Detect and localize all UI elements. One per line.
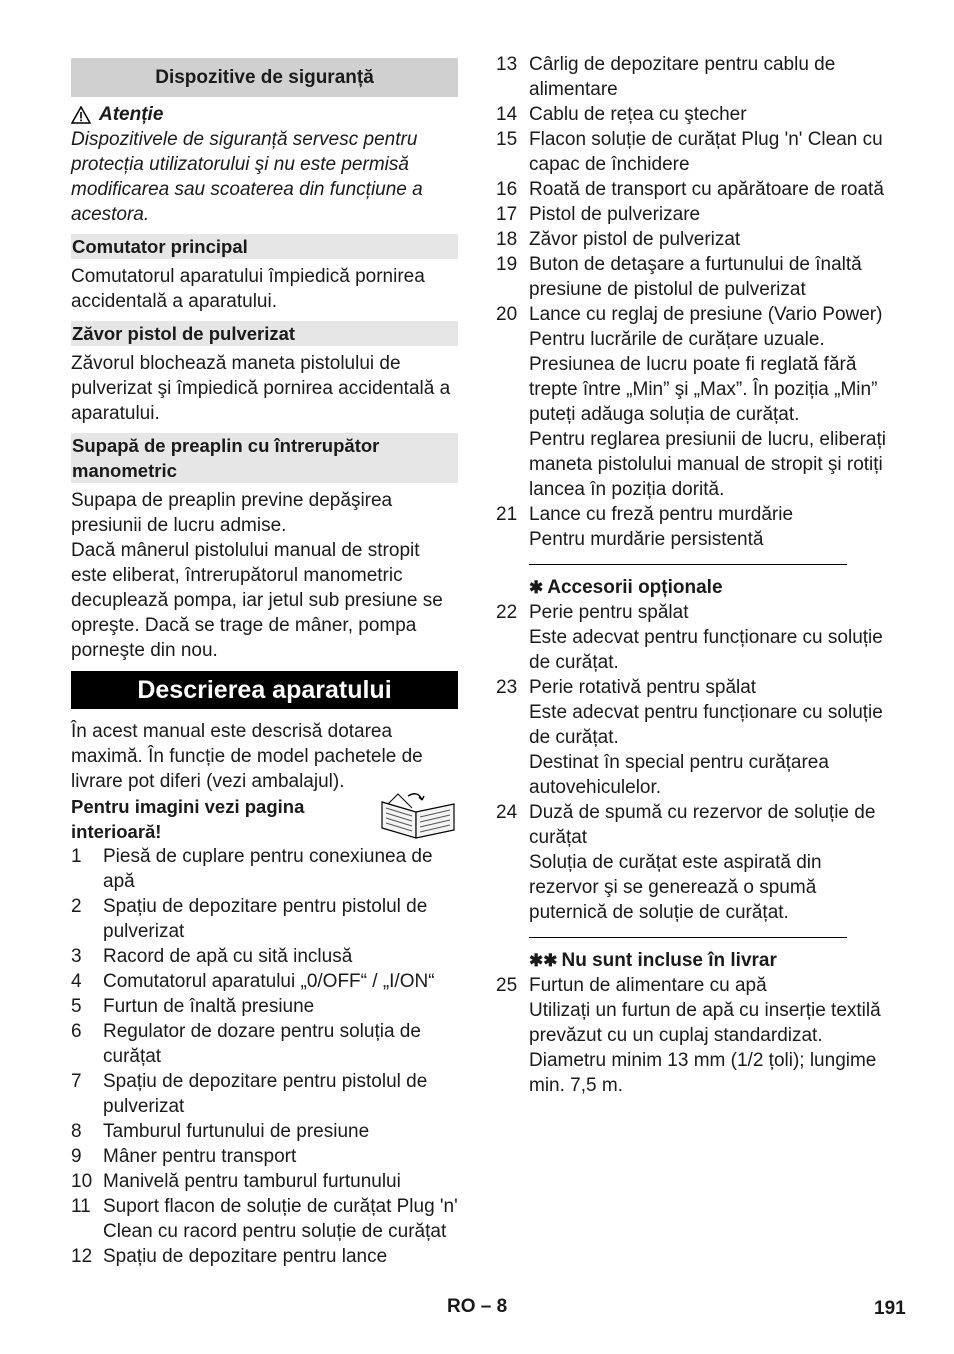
optional-accessories-list	[496, 600, 888, 925]
warning-title: Atenție	[99, 104, 164, 125]
list-item: 20 Lance cu reglaj de presiune (Vario Power)	[496, 304, 883, 325]
warning-triangle-icon	[71, 106, 91, 124]
list-item: 17 Pistol de pulverizare	[496, 204, 701, 225]
right-column	[496, 52, 888, 1098]
optional-accessories-title: Accesorii opționale	[547, 577, 723, 598]
parts-list-right	[496, 52, 888, 552]
not-included-title: Nu sunt incluse în livrar	[561, 950, 777, 971]
list-item: 2 Spațiu de depozitare pentru pistolul de pulverizat	[71, 896, 428, 942]
list-item: 21 Lance cu freză pentru murdărie	[496, 504, 794, 525]
overflow-valve-text-1: Supapa de preaplin previne depăşirea presiunii de lucru admise.	[71, 490, 393, 536]
warning-heading	[71, 102, 458, 127]
list-item: Este adecvat pentru funcționare cu soluție de curățat.	[529, 627, 883, 673]
gun-lock-text: Zăvorul blochează maneta pistolului de pulverizat şi împiedică pornirea accidentală a aparatului.	[71, 353, 451, 424]
subsection-gun-lock: Zăvor pistol de pulverizat	[71, 321, 458, 346]
subsection-overflow-valve: Supapă de preaplin cu întrerupător manometric	[71, 433, 458, 483]
list-item: 3 Racord de apă cu sită inclusă	[71, 946, 353, 967]
list-item: 8 Tamburul furtunului de presiune	[71, 1121, 370, 1142]
main-switch-text: Comutatorul aparatului împiedică pornirea accidentală a aparatului.	[71, 266, 425, 312]
warning-text: Dispozitivele de siguranță servesc pentru protecția utilizatorului şi nu este permisă modificarea sau scoaterea din funcțiune a acestora.	[71, 129, 423, 225]
divider	[529, 564, 847, 565]
images-note	[71, 794, 458, 844]
optional-accessories-heading	[529, 575, 888, 600]
list-item: Pentru reglarea presiunii de lucru, eliberați maneta pistolului manual de stropit şi rotiți lancea în poziția dorită.	[529, 429, 886, 500]
list-item: 10 Manivelă pentru tamburul furtunului	[71, 1171, 401, 1192]
list-item: Pentru lucrările de curățare uzuale. Presiunea de lucru poate fi reglată fără trepte între „Min” şi „Max”. În poziția „Min” puteți adăuga soluția de curățat.	[529, 329, 878, 425]
asterisk-icon: ✱	[529, 578, 544, 597]
list-item: 23 Perie rotativă pentru spălat	[496, 677, 757, 698]
list-item: 24 Duză de spumă cu rezervor de soluție de curățat	[496, 802, 876, 848]
list-item: 22 Perie pentru spălat	[496, 602, 689, 623]
divider	[529, 937, 847, 938]
list-item: 14 Cablu de rețea cu ştecher	[496, 104, 747, 125]
list-item: 1 Piesă de cuplare pentru conexiunea de apă	[71, 846, 433, 892]
left-column	[71, 58, 458, 1269]
list-item: Este adecvat pentru funcționare cu soluție de curățat.	[529, 702, 883, 748]
list-item: 6 Regulator de dozare pentru soluția de curățat	[71, 1021, 421, 1067]
not-included-heading	[529, 948, 888, 973]
images-note-text: Pentru imagini vezi pagina interioară!	[71, 796, 305, 842]
list-item: 4 Comutatorul aparatului „0/OFF“ / „I/ON“	[71, 971, 435, 992]
open-book-icon	[378, 790, 458, 840]
intro-text: În acest manual este descrisă dotarea maximă. În funcție de model pachetele de livrare pot diferi (vezi ambalajul).	[71, 721, 423, 792]
not-included-list	[496, 973, 888, 1098]
list-item: 25 Furtun de alimentare cu apă	[496, 975, 767, 996]
list-item: 9 Mâner pentru transport	[71, 1146, 297, 1167]
section-title: Dispozitive de siguranță	[71, 58, 458, 97]
list-item: Soluția de curățat este aspirată din rezervor şi se generează o spumă puternică de soluție de curățat.	[529, 852, 822, 923]
list-item: Destinat în special pentru curățarea autovehiculelor.	[529, 752, 829, 798]
list-item: 16 Roată de transport cu apărătoare de roată	[496, 179, 884, 200]
overflow-valve-text-2: Dacă mânerul pistolului manual de stropit este eliberat, întrerupătorul manometric decuplează pompa, iar jetul sub presiune se opreşte. Dacă se trage de mâner, pompa porneşte din nou.	[71, 540, 443, 661]
list-item: Pentru murdărie persistentă	[529, 529, 764, 550]
list-item: Utilizați un furtun de apă cu inserție textilă prevăzut cu un cuplaj standardizat. Diametru minim 13 mm (1/2 țoli); lungime min. 7,5 m.	[529, 1000, 881, 1096]
parts-list-left	[71, 844, 458, 1269]
list-item: 7 Spațiu de depozitare pentru pistolul de pulverizat	[71, 1071, 428, 1117]
subsection-main-switch: Comutator principal	[71, 234, 458, 259]
footer-section-code: RO – 8	[447, 1296, 508, 1317]
list-item: 11 Suport flacon de soluție de curățat Plug 'n' Clean cu racord pentru soluție de curățat	[71, 1196, 458, 1242]
list-item: 12 Spațiu de depozitare pentru lance	[71, 1246, 388, 1267]
double-asterisk-icon: ✱✱	[529, 951, 558, 970]
list-item: 18 Zăvor pistol de pulverizat	[496, 229, 741, 250]
list-item: 19 Buton de detaşare a furtunului de înaltă presiune de pistolul de pulverizat	[496, 254, 862, 300]
list-item: 15 Flacon soluție de curățat Plug 'n' Clean cu capac de închidere	[496, 129, 883, 175]
list-item: 5 Furtun de înaltă presiune	[71, 996, 315, 1017]
list-item: 13 Cârlig de depozitare pentru cablu de alimentare	[496, 54, 836, 100]
footer-page-number: 191	[874, 1298, 906, 1319]
chapter-title: Descrierea aparatului	[71, 671, 458, 709]
